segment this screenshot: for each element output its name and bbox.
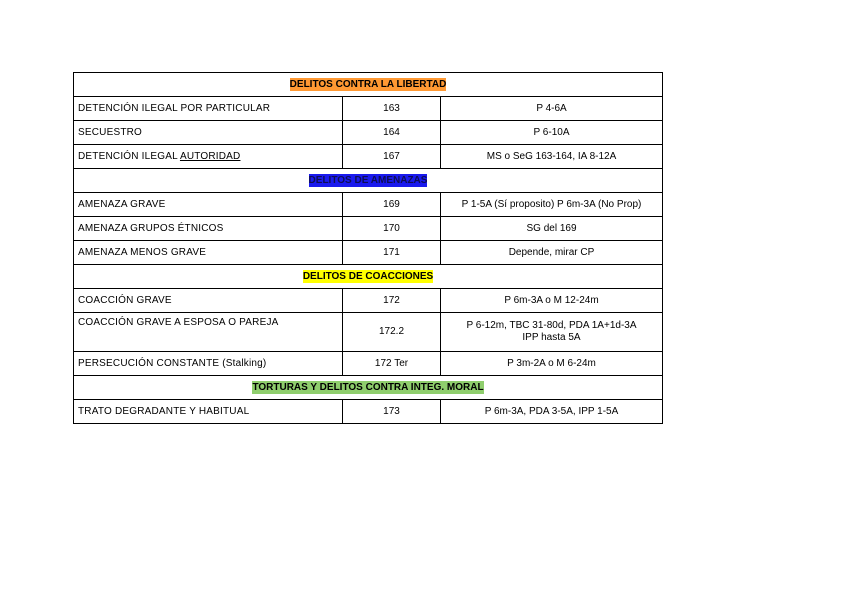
penalty[interactable]: Depende, mirar CP (441, 241, 663, 265)
article-number[interactable]: 170 (343, 217, 441, 241)
table-row (74, 193, 663, 217)
offense-name[interactable]: AMENAZA MENOS GRAVE (74, 241, 343, 265)
table-row (74, 97, 663, 121)
offense-name[interactable]: COACCIÓN GRAVE A ESPOSA O PAREJA (74, 313, 343, 352)
offense-name[interactable]: DETENCIÓN ILEGAL POR PARTICULAR (74, 97, 343, 121)
article-number[interactable]: 164 (343, 121, 441, 145)
section-title-amenazas: DELITOS DE AMENAZAS (308, 174, 428, 186)
article-number[interactable]: 163 (343, 97, 441, 121)
offense-name: DETENCIÓN ILEGAL (78, 150, 180, 162)
penalty-line: P 6-12m, TBC 31-80d, PDA 1A+1d-3A (466, 320, 637, 331)
offense-name[interactable]: AMENAZA GRAVE (74, 193, 343, 217)
article-number[interactable]: 172 Ter (343, 352, 441, 376)
penalty[interactable]: MS o SeG 163-164, IA 8-12A (441, 145, 663, 169)
offenses-table (73, 72, 663, 424)
table-row (74, 121, 663, 145)
penalty[interactable]: P 3m-2A o M 6-24m (441, 352, 663, 376)
section-header-torturas (74, 376, 663, 400)
section-title-coacciones: DELITOS DE COACCIONES (302, 270, 434, 282)
table-row (74, 217, 663, 241)
section-title-cell[interactable] (74, 169, 663, 193)
section-title-cell[interactable] (74, 265, 663, 289)
table-row (74, 145, 663, 169)
offense-name-cell[interactable] (74, 145, 343, 169)
penalty-line: IPP hasta 5A (522, 332, 581, 343)
article-number[interactable]: 172 (343, 289, 441, 313)
offense-name[interactable]: COACCIÓN GRAVE (74, 289, 343, 313)
section-header-amenazas (74, 169, 663, 193)
penalty-cell[interactable] (441, 313, 663, 352)
table-row (74, 241, 663, 265)
penalty[interactable]: P 1-5A (Sí proposito) P 6m-3A (No Prop) (441, 193, 663, 217)
section-header-coacciones (74, 265, 663, 289)
section-header-libertad (74, 73, 663, 97)
penalty[interactable]: P 6-10A (441, 121, 663, 145)
offense-name[interactable]: AMENAZA GRUPOS ÉTNICOS (74, 217, 343, 241)
penalty[interactable]: P 6m-3A o M 12-24m (441, 289, 663, 313)
section-title-torturas: TORTURAS Y DELITOS CONTRA INTEG. MORAL (252, 381, 484, 393)
offense-name-underlined: AUTORIDAD (179, 150, 241, 162)
section-title-cell[interactable] (74, 73, 663, 97)
article-number[interactable]: 171 (343, 241, 441, 265)
penalty[interactable]: P 4-6A (441, 97, 663, 121)
section-title-libertad: DELITOS CONTRA LA LIBERTAD (289, 78, 447, 90)
article-number[interactable]: 167 (343, 145, 441, 169)
article-number[interactable]: 172.2 (343, 313, 441, 352)
section-title-cell[interactable] (74, 376, 663, 400)
penalty[interactable]: P 6m-3A, PDA 3-5A, IPP 1-5A (441, 400, 663, 424)
table-row (74, 313, 663, 352)
article-number[interactable]: 169 (343, 193, 441, 217)
offense-name[interactable]: TRATO DEGRADANTE Y HABITUAL (74, 400, 343, 424)
offense-name[interactable]: SECUESTRO (74, 121, 343, 145)
penalty[interactable]: SG del 169 (441, 217, 663, 241)
article-number[interactable]: 173 (343, 400, 441, 424)
table-row (74, 352, 663, 376)
table-row (74, 289, 663, 313)
offense-name[interactable]: PERSECUCIÓN CONSTANTE (Stalking) (74, 352, 343, 376)
table-row (74, 400, 663, 424)
